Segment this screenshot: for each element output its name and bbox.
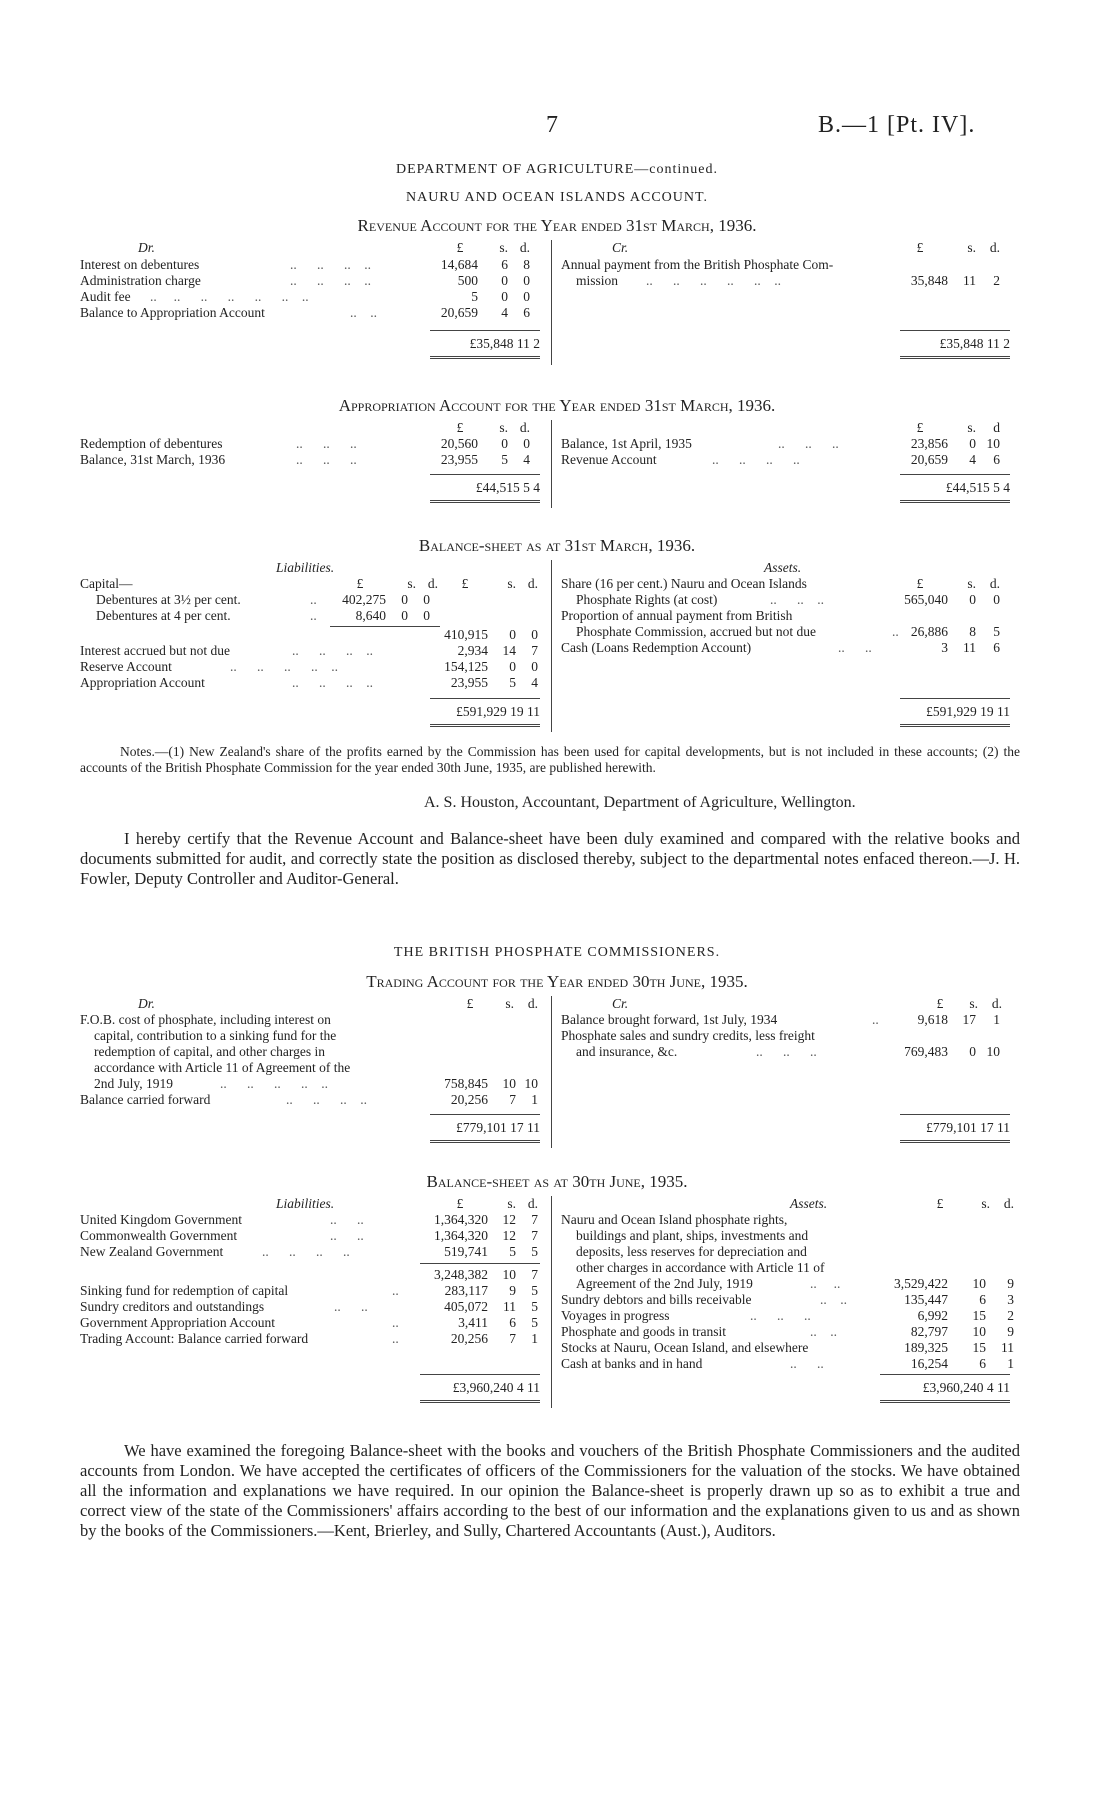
asset-label: Sundry debtors and bills receivable — [561, 1292, 752, 1307]
revenue-left-pounds: 5 — [471, 289, 478, 304]
asset-label: Voyages in progress — [561, 1308, 670, 1323]
liability-label: Reserve Account — [80, 659, 172, 674]
appropriation-right-label: Revenue Account — [561, 452, 657, 467]
capital-label: Capital— — [80, 576, 133, 591]
appropriation-right-pence: 10 — [986, 436, 1000, 451]
asset-pence: 11 — [1001, 1340, 1014, 1355]
capital-subtotal-pence: 0 — [531, 627, 538, 642]
liability-label: Interest accrued but not due — [80, 643, 230, 658]
liability-pounds: 154,125 — [444, 659, 488, 674]
liability-shillings: 9 — [509, 1283, 516, 1298]
currency-pound: £ — [456, 420, 464, 435]
appropriation-left-pence: 0 — [523, 436, 530, 451]
debenture-pounds: 402,275 — [342, 592, 386, 607]
revenue-left-shillings: 6 — [501, 257, 508, 272]
asset-pounds: 135,447 — [904, 1292, 948, 1307]
liability-shillings: 14 — [502, 643, 516, 658]
asset-label: buildings and plant, ships, investments and — [576, 1228, 809, 1243]
asset-label: deposits, less reserves for depreciation and — [576, 1244, 807, 1259]
asset-label: Phosphate Commission, accrued but not due — [576, 624, 816, 639]
fob-cost-line: redemption of capital, and other charges in — [94, 1044, 326, 1059]
assets-heading: Assets. — [790, 1196, 828, 1211]
debenture-label: Debentures at 4 per cent. — [96, 608, 231, 623]
revenue-left-total: £35,848 11 2 — [469, 336, 540, 351]
liability-pounds: 3,411 — [458, 1315, 488, 1330]
liability-pence: 5 — [531, 1244, 538, 1259]
liability-pence: 7 — [531, 643, 538, 658]
trading-right-label: and insurance, &c. — [576, 1044, 678, 1059]
liability-shillings: 12 — [502, 1212, 516, 1227]
currency-pence: d. — [527, 576, 538, 591]
trading-right-pounds: 9,618 — [917, 1012, 948, 1027]
revenue-left-pence: 0 — [523, 273, 530, 288]
balance-1936-right-total: £591,929 19 11 — [926, 704, 1010, 719]
fob-cost-pounds: 758,845 — [444, 1076, 488, 1091]
trading-account-title: Trading Account for the Year ended 30th June, 1935. — [366, 972, 748, 991]
liability-pence: 0 — [531, 659, 538, 674]
revenue-right-pounds: 35,848 — [910, 273, 948, 288]
liability-shillings: 12 — [502, 1228, 516, 1243]
currency-pence: d. — [1003, 1196, 1014, 1211]
asset-label: Cash (Loans Redemption Account) — [561, 640, 752, 655]
liability-pounds: 2,934 — [457, 643, 488, 658]
liability-pounds: 405,072 — [444, 1299, 488, 1314]
revenue-right-label: mission — [576, 273, 619, 288]
currency-pence: d. — [991, 996, 1002, 1011]
cr-label: Cr. — [612, 996, 629, 1011]
trading-right-label: Phosphate sales and sundry credits, less freight — [561, 1028, 815, 1043]
revenue-left-shillings: 0 — [501, 289, 508, 304]
currency-shilling: s. — [407, 576, 416, 591]
currency-shilling: s. — [507, 1196, 516, 1211]
trading-left-pounds: 20,256 — [450, 1092, 488, 1107]
liability-shillings: 7 — [509, 1331, 516, 1346]
liability-pence: 7 — [531, 1212, 538, 1227]
liability-pounds: 283,117 — [444, 1283, 488, 1298]
trading-right-pounds: 769,483 — [904, 1044, 948, 1059]
liability-pounds: 519,741 — [444, 1244, 488, 1259]
revenue-left-pence: 8 — [523, 257, 530, 272]
debenture-shillings: 0 — [401, 592, 408, 607]
appropriation-right-total: £44,515 5 4 — [945, 480, 1010, 495]
revenue-left-label: Interest on debentures — [80, 257, 200, 272]
liability-pounds: 23,955 — [450, 675, 488, 690]
currency-pound: £ — [456, 1196, 464, 1211]
revenue-right-shillings: 11 — [963, 273, 976, 288]
trading-right-label: Balance brought forward, 1st July, 1934 — [561, 1012, 778, 1027]
revenue-left-shillings: 0 — [501, 273, 508, 288]
dr-label: Dr. — [138, 240, 155, 255]
asset-pounds: 16,254 — [910, 1356, 948, 1371]
trading-left-shillings: 7 — [509, 1092, 516, 1107]
balance-1936-left-total: £591,929 19 11 — [456, 704, 540, 719]
appropriation-right-pence: 6 — [993, 452, 1000, 467]
currency-shilling: s. — [507, 576, 516, 591]
revenue-left-pence: 6 — [523, 305, 530, 320]
currency-pound: £ — [936, 1196, 944, 1211]
appropriation-left-label: Redemption of debentures — [80, 436, 223, 451]
liability-pence: 5 — [531, 1283, 538, 1298]
appropriation-account-title: Appropriation Account for the Year ended 31st March, 1936. — [338, 396, 776, 415]
asset-label: Proportion of annual payment from British — [561, 608, 793, 623]
currency-shilling: s. — [969, 996, 978, 1011]
asset-shillings: 15 — [972, 1308, 986, 1323]
appropriation-right-pounds: 20,659 — [910, 452, 948, 467]
liability-label: New Zealand Government — [80, 1244, 224, 1259]
currency-shilling: s. — [967, 240, 976, 255]
asset-pence: 9 — [1007, 1276, 1014, 1291]
liability-shillings: 0 — [509, 659, 516, 674]
balance-sheet-1936-title: Balance-sheet as at 31st March, 1936. — [418, 536, 696, 555]
liability-pounds: 1,364,320 — [434, 1212, 488, 1227]
appropriation-right-pounds: 23,856 — [910, 436, 948, 451]
asset-pence: 6 — [993, 640, 1000, 655]
currency-shilling: s. — [981, 1196, 990, 1211]
trading-right-shillings: 0 — [969, 1044, 976, 1059]
fob-cost-line: 2nd July, 1919 — [94, 1076, 174, 1091]
liability-label: Trading Account: Balance carried forward — [80, 1331, 309, 1346]
debenture-label: Debentures at 3½ per cent. — [96, 592, 241, 607]
asset-pounds: 3 — [941, 640, 948, 655]
revenue-left-pounds: 20,659 — [440, 305, 478, 320]
currency-shilling: s. — [499, 420, 508, 435]
liability-label: Appropriation Account — [80, 675, 205, 690]
liability-pounds: 20,256 — [450, 1331, 488, 1346]
asset-pounds: 565,040 — [904, 592, 948, 607]
asset-pence: 2 — [1007, 1308, 1014, 1323]
currency-pence: d. — [427, 576, 438, 591]
asset-pounds: 3,529,422 — [894, 1276, 948, 1291]
revenue-right-label: Annual payment from the British Phosphate Com- — [561, 257, 834, 272]
government-subtotal-pence: 7 — [531, 1267, 538, 1282]
revenue-left-label: Balance to Appropriation Account — [80, 305, 265, 320]
document-reference: B.—1 [Pt. IV]. — [818, 112, 976, 138]
asset-label: Cash at banks and in hand — [561, 1356, 703, 1371]
balance-1935-right-total: £3,960,240 4 11 — [922, 1380, 1010, 1395]
revenue-left-pounds: 500 — [457, 273, 478, 288]
asset-shillings: 15 — [972, 1340, 986, 1355]
asset-shillings: 10 — [972, 1324, 986, 1339]
asset-label: Phosphate Rights (at cost) — [576, 592, 718, 607]
currency-shilling: s. — [505, 996, 514, 1011]
fob-cost-pence: 10 — [524, 1076, 538, 1091]
asset-pence: 1 — [1007, 1356, 1014, 1371]
account-subtitle: NAURU AND OCEAN ISLANDS ACCOUNT. — [405, 190, 709, 205]
asset-pounds: 26,886 — [910, 624, 948, 639]
asset-label: other charges in accordance with Article 11 of — [576, 1260, 825, 1275]
debenture-pence: 0 — [423, 592, 430, 607]
asset-label: Share (16 per cent.) Nauru and Ocean Islands — [561, 576, 807, 591]
asset-pounds: 189,325 — [904, 1340, 948, 1355]
trading-left-total: £779,101 17 11 — [456, 1120, 540, 1135]
liability-pence: 4 — [531, 675, 538, 690]
appropriation-left-pounds: 20,560 — [440, 436, 478, 451]
capital-subtotal-pounds: 410,915 — [444, 627, 488, 642]
liability-label: Sundry creditors and outstandings — [80, 1299, 265, 1314]
trading-left-label: Balance carried forward — [80, 1092, 211, 1107]
liability-shillings: 11 — [503, 1299, 516, 1314]
trading-right-shillings: 17 — [962, 1012, 976, 1027]
department-title: DEPARTMENT OF AGRICULTURE—continued. — [395, 162, 719, 177]
asset-pence: 9 — [1007, 1324, 1014, 1339]
revenue-left-label: Administration charge — [80, 273, 201, 288]
currency-pound: £ — [461, 576, 469, 591]
liability-shillings: 6 — [509, 1315, 516, 1330]
liability-pounds: 1,364,320 — [434, 1228, 488, 1243]
capital-subtotal-shillings: 0 — [509, 627, 516, 642]
revenue-left-pence: 0 — [523, 289, 530, 304]
appropriation-left-shillings: 5 — [501, 452, 508, 467]
notes-signature: A. S. Houston, Accountant, Department of Agriculture, Wellington. — [424, 794, 856, 811]
liability-label: Sinking fund for redemption of capital — [80, 1283, 289, 1298]
currency-pound: £ — [456, 240, 464, 255]
asset-pounds: 6,992 — [917, 1308, 948, 1323]
appropriation-right-shillings: 0 — [969, 436, 976, 451]
debenture-pence: 0 — [423, 608, 430, 623]
asset-pence: 0 — [993, 592, 1000, 607]
currency-pence: d. — [519, 420, 530, 435]
asset-pence: 5 — [993, 624, 1000, 639]
currency-pence: d. — [989, 576, 1000, 591]
appropriation-left-pounds: 23,955 — [440, 452, 478, 467]
fob-cost-line: accordance with Article 11 of Agreement of the — [94, 1060, 351, 1075]
asset-shillings: 6 — [979, 1356, 986, 1371]
asset-label: Agreement of the 2nd July, 1919 — [576, 1276, 753, 1291]
liability-label: United Kingdom Government — [80, 1212, 242, 1227]
debenture-pounds: 8,640 — [355, 608, 386, 623]
government-subtotal-pounds: 3,248,382 — [434, 1267, 488, 1282]
currency-shilling: s. — [499, 240, 508, 255]
liability-shillings: 5 — [509, 675, 516, 690]
trading-left-pence: 1 — [531, 1092, 538, 1107]
asset-shillings: 8 — [969, 624, 976, 639]
trading-right-pence: 1 — [993, 1012, 1000, 1027]
debenture-shillings: 0 — [401, 608, 408, 623]
liability-pence: 5 — [531, 1315, 538, 1330]
revenue-right-pence: 2 — [993, 273, 1000, 288]
balance-sheet-1935-title: Balance-sheet as at 30th June, 1935. — [426, 1172, 688, 1191]
revenue-account-title: Revenue Account for the Year ended 31st March, 1936. — [357, 216, 757, 235]
liability-pence: 7 — [531, 1228, 538, 1243]
liability-label: Commonwealth Government — [80, 1228, 238, 1243]
page-number: 7 — [546, 112, 558, 138]
asset-pounds: 82,797 — [910, 1324, 948, 1339]
page-header — [0, 112, 1114, 142]
revenue-left-shillings: 4 — [501, 305, 508, 320]
appropriation-right-shillings: 4 — [969, 452, 976, 467]
currency-pence: d. — [527, 996, 538, 1011]
dr-label: Dr. — [138, 996, 155, 1011]
appropriation-left-shillings: 0 — [501, 436, 508, 451]
trading-right-pence: 10 — [986, 1044, 1000, 1059]
currency-pound: £ — [936, 996, 944, 1011]
liabilities-heading: Liabilities. — [276, 1196, 335, 1211]
fob-cost-line: F.O.B. cost of phosphate, including interest on — [80, 1012, 331, 1027]
asset-label: Nauru and Ocean Island phosphate rights, — [561, 1212, 788, 1227]
liability-pence: 1 — [531, 1331, 538, 1346]
cr-label: Cr. — [612, 240, 629, 255]
asset-shillings: 11 — [963, 640, 976, 655]
assets-heading: Assets. — [764, 560, 802, 575]
revenue-right-total: £35,848 11 2 — [939, 336, 1010, 351]
appropriation-right-label: Balance, 1st April, 1935 — [561, 436, 692, 451]
currency-pound: £ — [356, 576, 364, 591]
currency-pence: d. — [519, 240, 530, 255]
auditors-report: We have examined the foregoing Balance-sheet with the books and vouchers of the British Phosphate Commissioners and the audited accounts from London. We have accepted the certificates of officers of the Commissioners for the valuation of the stocks. We have obtained all the information and explanations we have required. In our opinion the Balance-sheet is properly drawn up so as to exhibit a true and correct view of the state of the Commissioners' affairs according to the best of our information and the explanations given to us and as shown by the books of the Commissioners.—Kent, Brierley, and Sully, Chartered Accountants (Aust.), Auditors. — [80, 1441, 1020, 1540]
notes-paragraph: Notes.—(1) New Zealand's share of the profits earned by the Commission has been used for capital developments, but is not included in these accounts; (2) the accounts of the British Phosphate Commission for the year ended 30th June, 1935, are published herewith. — [80, 744, 1020, 775]
liabilities-heading: Liabilities. — [276, 560, 335, 575]
currency-pence: d. — [527, 1196, 538, 1211]
asset-label: Stocks at Nauru, Ocean Island, and elsewhere — [561, 1340, 809, 1355]
currency-pence: d — [993, 420, 1000, 435]
appropriation-left-label: Balance, 31st March, 1936 — [80, 452, 226, 467]
asset-shillings: 10 — [972, 1276, 986, 1291]
appropriation-left-pence: 4 — [523, 452, 530, 467]
currency-pound: £ — [916, 576, 924, 591]
currency-pound: £ — [466, 996, 474, 1011]
asset-pence: 3 — [1007, 1292, 1014, 1307]
revenue-left-label: Audit fee — [80, 289, 131, 304]
currency-shilling: s. — [967, 420, 976, 435]
document-page: 7 B.—1 [Pt. IV]. DEPARTMENT OF AGRICULTURE—continued. NAURU AND OCEAN ISLANDS ACCOUNT. Revenue Account for the Year ended 31st March, 1936. Dr. £ s. d. Interest on debentures .. .. .. .. 14,684 6 8 Administration charge .. .. .. .. 500 0 0 Audit fee .. .. .. .. .. .. .. 5 0 0 Balance to Appropriation Account .. .. 20,659 4 6 £35,848 11 2 Cr. £ s. d. Annual payment from the British Phosphate Com- mission .. .. .. .. .. .. 35,848 11 2 £35,848 11 2 Appropriation Account for the Year ended 31st March, 1936. £ s. d. Redemption of debentures .. .. .. 20,560 0 0 Balance, 31st March, 1936 .. .. .. 23,955 5 4 £44,515 5 4 £ s. d Balance, 1st April, 1935 .. .. .. 23,856 0 10 Revenue Account .. .. .. .. 20,659 4 6 £44,515 5 4 Balance-sheet as at 31st March, 1936. Liabilities. Assets. £ s. d. £ s. d. Capital— Debentures at 3½ per cent. .. 402,275 0 0 Debentures at 4 per cent. .. 8,640 0 0 410,915 0 0 Interest accrued but not due .. .. .. .. 2,934 14 7 Reserve Account .. .. .. .. .. 154,125 0 0 Appropriation Account .. .. .. .. 23,955 5 4 £591,929 19 11 £ s. d. Share (16 per cent.) Nauru and Ocean Islands Phosphate Rights (at cost) .. .. .. 565,040 0 0 Proportion of annual payment from British Phosphate Commission, accrued but not due .. 26,886 8 5 Cash (Loans Redemption Account) .. .. 3 11 6 £591,929 19 11 Notes.—(1) New Zealand's share of the profits earned by the Commission has been used for capital developments, but is not included in these accounts; (2) the accounts of the British Phosphate Commission for the year ended 30th June, 1935, are published herewith. A. S. Houston, Accountant, Department of Agriculture, Wellington. I hereby certify that the Revenue Account and Balance-sheet have been duly examined and compared with the relative books and documents submitted for audit, and correctly state the position as disclosed thereby, subject to the departmental notes enfaced thereon.—J. H. Fowler, Deputy Controller and Auditor-General. THE BRITISH PHOSPHATE COMMISSIONERS. Trading Account for the Year ended 30th June, 1935. Dr. £ s. d. F.O.B. cost of phosphate, including interest on capital, contribution to a sinking fund for the redemption of capital, and other charges in accordance with Article 11 of Agreement of the 2nd July, 1919 .. .. .. .. .. 758,845 10 10 Balance carried forward .. .. .. .. 20,256 7 1 £779,101 17 11 Cr. £ s. d. Balance brought forward, 1st July, 1934 .. 9,618 17 1 Phosphate sales and sundry credits, less freight and insurance, &c. .. .. .. 769,483 0 10 £779,101 17 11 Balance-sheet as at 30th June, 1935. Liabilities. Assets. £ s. d. United Kingdom Government .. .. 1,364,320 12 7 Commonwealth Government .. .. 1,364,320 12 7 New Zealand Government .. .. .. .. 519,741 5 5 3,248,382 10 7 Sinking fund for redemption of capital .. 283,117 9 5 Sundry creditors and outstandings .. .. 405,072 11 5 Government Appropriation Account .. 3,411 6 5 Trading Account: Balance carried forward .. 20,256 7 1 £3,960,240 4 11 £ s. d. Nauru and Ocean Island phosphate rights, buildings and plant, ships, investments and deposits, less reserves for depreciation and other charges in accordance with Article 11 of Agreement of the 2nd July, 1919 .. .. 3,529,422 10 9 Sundry debtors and bills receivable .. .. 135,447 6 3 Voyages in progress .. .. .. 6,992 15 2 Phosphate and goods in transit .. .. 82,797 10 9 Stocks at Nauru, Ocean Island, and elsewhere 189,325 15 11 Cash at banks and in hand .. .. 16,254 6 1 £3,960,240 4 11 We have examined the foregoing Balance-sheet with the books and vouchers of the British Phosphate Commissioners and the audited accounts from London. We have accepted the certificates of officers of the Commissioners for the valuation of the stocks. We have obtained all the information and explanations we have required. In our opinion the Balance-sheet is properly drawn up so as to exhibit a true and correct view of the state of the Commissioners' affairs according to the best of our information and the explanations given to us and as shown by the books of the Commissioners.—Kent, Brierley, and Sully, Chartered Accountants (Aust.), Auditors. — [0, 0, 1114, 1810]
liability-label: Government Appropriation Account — [80, 1315, 275, 1330]
liability-shillings: 5 — [509, 1244, 516, 1259]
currency-pence: d. — [989, 240, 1000, 255]
fob-cost-shillings: 10 — [502, 1076, 516, 1091]
balance-1935-left-total: £3,960,240 4 11 — [452, 1380, 540, 1395]
audit-certificate: I hereby certify that the Revenue Account and Balance-sheet have been duly examined and compared with the relative books and documents submitted for audit, and correctly state the position as disclosed thereby, subject to the departmental notes enfaced thereon.—J. H. Fowler, Deputy Controller and Auditor-General. — [80, 829, 1020, 888]
currency-pound: £ — [916, 240, 924, 255]
government-subtotal-shillings: 10 — [502, 1267, 516, 1282]
trading-right-total: £779,101 17 11 — [926, 1120, 1010, 1135]
liability-pence: 5 — [531, 1299, 538, 1314]
revenue-left-pounds: 14,684 — [440, 257, 478, 272]
appropriation-left-total: £44,515 5 4 — [475, 480, 540, 495]
currency-shilling: s. — [967, 576, 976, 591]
bpc-title: THE BRITISH PHOSPHATE COMMISSIONERS. — [393, 945, 721, 960]
fob-cost-line: capital, contribution to a sinking fund for the — [94, 1028, 337, 1043]
currency-pound: £ — [916, 420, 924, 435]
asset-shillings: 0 — [969, 592, 976, 607]
asset-shillings: 6 — [979, 1292, 986, 1307]
asset-label: Phosphate and goods in transit — [561, 1324, 726, 1339]
